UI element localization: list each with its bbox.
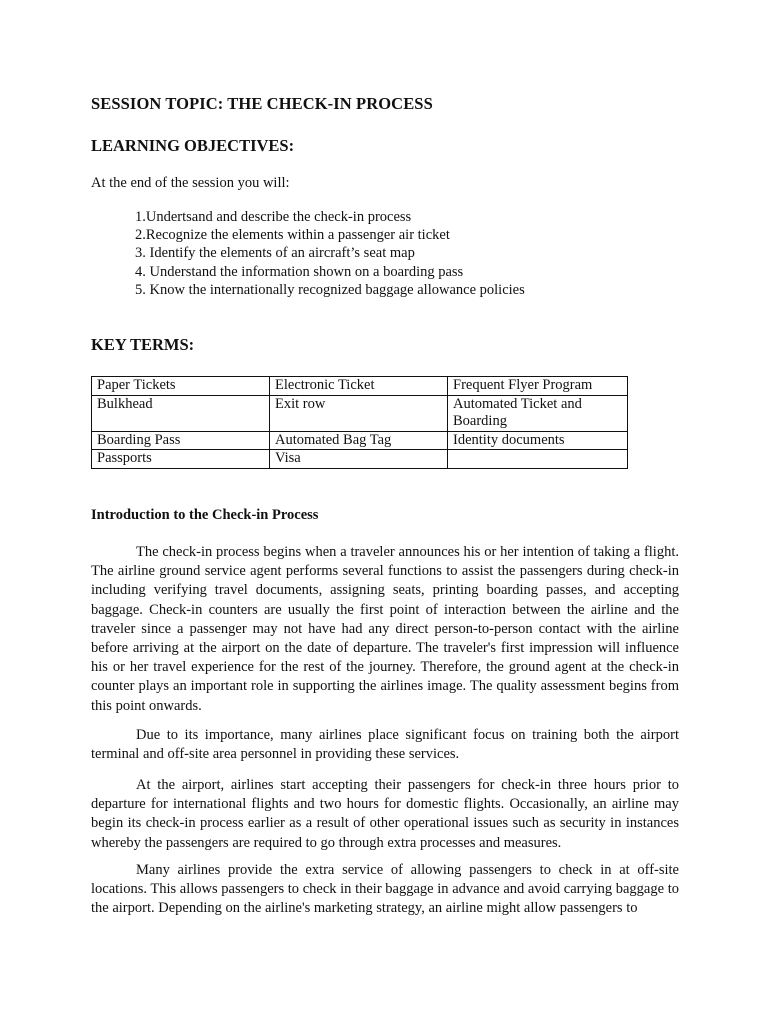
table-cell [448,450,628,469]
table-row [92,431,628,450]
table-cell: Identity documents [448,431,628,450]
learning-objectives-heading: LEARNING OBJECTIVES: [91,136,295,155]
table-cell: Bulkhead [92,395,270,431]
table-row [92,377,628,396]
table-row [92,395,628,431]
objectives-intro: At the end of the session you will: [91,175,290,191]
introduction-heading: Introduction to the Check-in Process [91,507,319,523]
objective-item: 4. Understand the information shown on a boarding pass [135,263,464,280]
table-cell: Visa [270,450,448,469]
table-row [92,450,628,469]
objectives-list [135,208,525,299]
body-paragraph: Due to its importance, many airlines place significant focus on training both the airport terminal and off-site area personnel in providing these services. [91,727,679,763]
table-cell: Passports [92,450,270,469]
body-paragraph: Many airlines provide the extra service of allowing passengers to check in at off-site locations. This allows passengers to check in their baggage in advance and avoid carrying baggage to the airport. Depending on the airline's marketing strategy, an airline might allow passengers to [91,862,679,917]
session-topic-heading: SESSION TOPIC: THE CHECK-IN PROCESS [91,94,433,113]
key-terms-colon: : [188,335,195,354]
table-cell: Automated Bag Tag [270,431,448,450]
objective-item: 1.Undertsand and describe the check-in process [135,209,412,225]
body-paragraph: At the airport, airlines start accepting their passengers for check-in three hours prior to departure for international flights and two hours for domestic flights. Occasionally, an airline may begin its check-in process earlier as a result of other operational issues such as security in instances whereby the passengers are required to go through extra processes and measures. [91,777,679,851]
key-terms-label: KEY TERMS [91,335,189,354]
key-terms-heading [91,335,194,355]
table-cell: Boarding Pass [92,431,270,450]
objective-item: 5. Know the internationally recognized baggage allowance policies [135,281,525,298]
table-cell: Frequent Flyer Program [448,377,628,396]
body-paragraph: The check-in process begins when a traveler announces his or her intention of taking a flight. The airline ground service agent performs several functions to assist the passengers during check-in including verifying travel documents, assigning seats, printing boarding passes, and accepting baggage. Check-in counters are usually the first point of interaction between the airline and the traveler since a passenger may not have had any direct person-to-person contact with the airline before arriving at the airport on the date of departure. The traveler's first impression will influence his or her travel experience for the rest of the journey. Therefore, the ground agent at the check-in counter plays an important role in supporting the airlines image. The quality assessment begins from this point onwards. [91,544,679,714]
objective-item: 2.Recognize the elements within a passenger air ticket [135,227,450,244]
table-cell: Paper Tickets [92,377,270,396]
table-cell: Exit row [270,395,448,431]
table-cell: Automated Ticket and Boarding [448,395,628,431]
key-terms-table [91,376,628,469]
table-cell: Electronic Ticket [270,377,448,396]
objective-item: 3. Identify the elements of an aircraft’s seat map [135,245,415,262]
